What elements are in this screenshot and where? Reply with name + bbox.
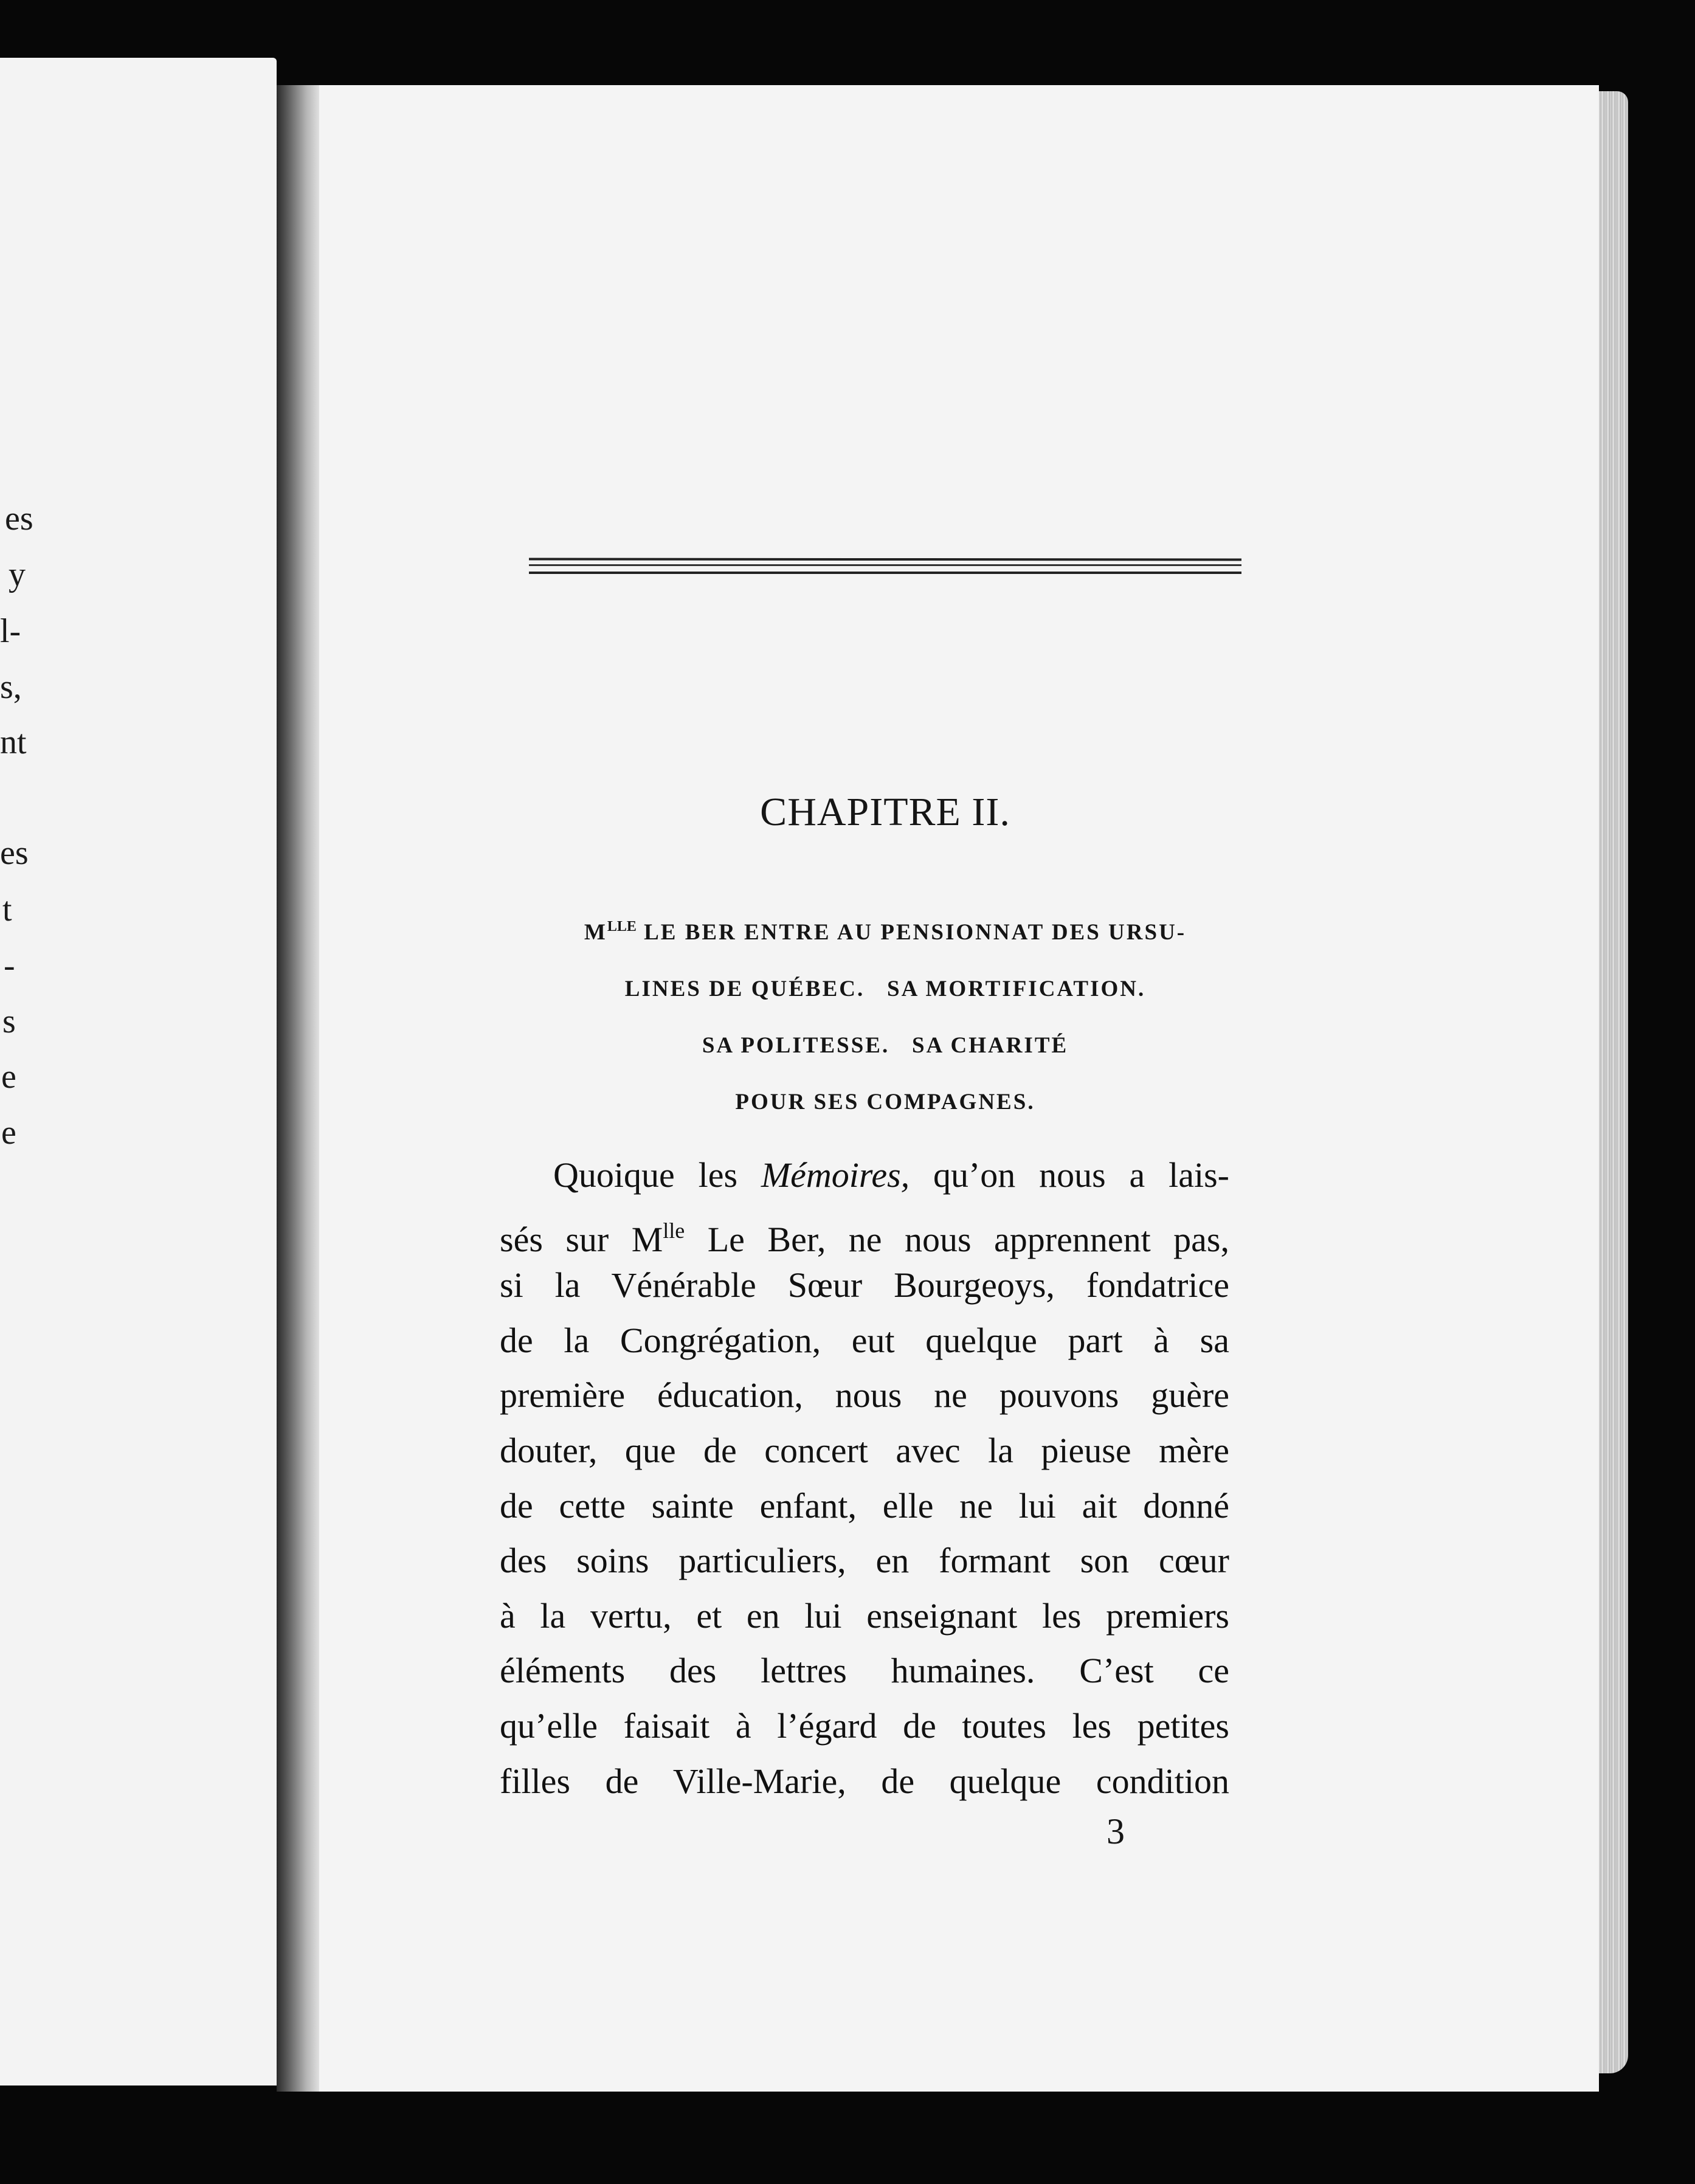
- text-line: sés sur $M^{lle}$ Le Ber, ne nous apprennent pas,: [500, 1218, 1229, 1259]
- left-page: [0, 58, 277, 2086]
- summary-line: LINES DE QUÉBEC. SA MORTIFICATION.: [624, 976, 1146, 1001]
- left-fragment: es: [5, 500, 33, 537]
- left-fragment: es: [0, 834, 29, 872]
- text-line: si la Vénérable Sœur Bourgeoys, fondatrice: [500, 1265, 1229, 1305]
- summary-line: $M^{LLE}$ LE BER ENTRE AU PENSIONNAT DES URSU-: [584, 919, 1187, 945]
- summary-line: SA POLITESSE. SA CHARITÉ: [702, 1033, 1069, 1058]
- left-fragment: t: [2, 891, 12, 928]
- text-line: filles de Ville-Marie, de quelque condition: [500, 1761, 1229, 1801]
- left-fragment: y: [9, 556, 26, 593]
- text-line: de cette sainte enfant, elle ne lui ait donné: [500, 1485, 1229, 1526]
- left-fragment: s,: [0, 668, 22, 706]
- chapter-head-rule: [529, 558, 1241, 574]
- text-line: première éducation, nous ne pouvons guère: [500, 1375, 1229, 1415]
- left-fragment: l-: [0, 612, 21, 650]
- left-fragment: nt: [0, 724, 27, 761]
- text-line: de la Congrégation, eut quelque part à sa: [500, 1320, 1229, 1360]
- text-line: éléments des lettres humaines. C’est ce: [500, 1651, 1229, 1691]
- left-fragment: s: [2, 1003, 16, 1040]
- summary-line: POUR SES COMPAGNES.: [735, 1090, 1035, 1114]
- left-fragment: e: [1, 1058, 16, 1096]
- body-paragraph: [500, 1148, 1229, 1809]
- page-fore-edge: [1599, 91, 1628, 2073]
- text-line: douter, que de concert avec la pieuse mère: [500, 1430, 1229, 1470]
- text-line: à la vertu, et en lui enseignant les premiers: [500, 1595, 1229, 1636]
- left-fragment: e: [1, 1114, 16, 1152]
- left-fragment: -: [4, 947, 15, 984]
- text-line: Quoique les Mémoires, qu’on nous a lais-: [553, 1155, 1229, 1195]
- text-line: qu’elle faisait à l’égard de toutes les petites: [500, 1705, 1229, 1746]
- chapter-title: CHAPITRE II.: [760, 790, 1010, 834]
- page-number: 3: [1106, 1811, 1125, 1851]
- text-line: des soins particuliers, en formant son cœur: [500, 1541, 1229, 1581]
- book-gutter: [277, 85, 319, 2092]
- chapter-summary: [505, 899, 1266, 1130]
